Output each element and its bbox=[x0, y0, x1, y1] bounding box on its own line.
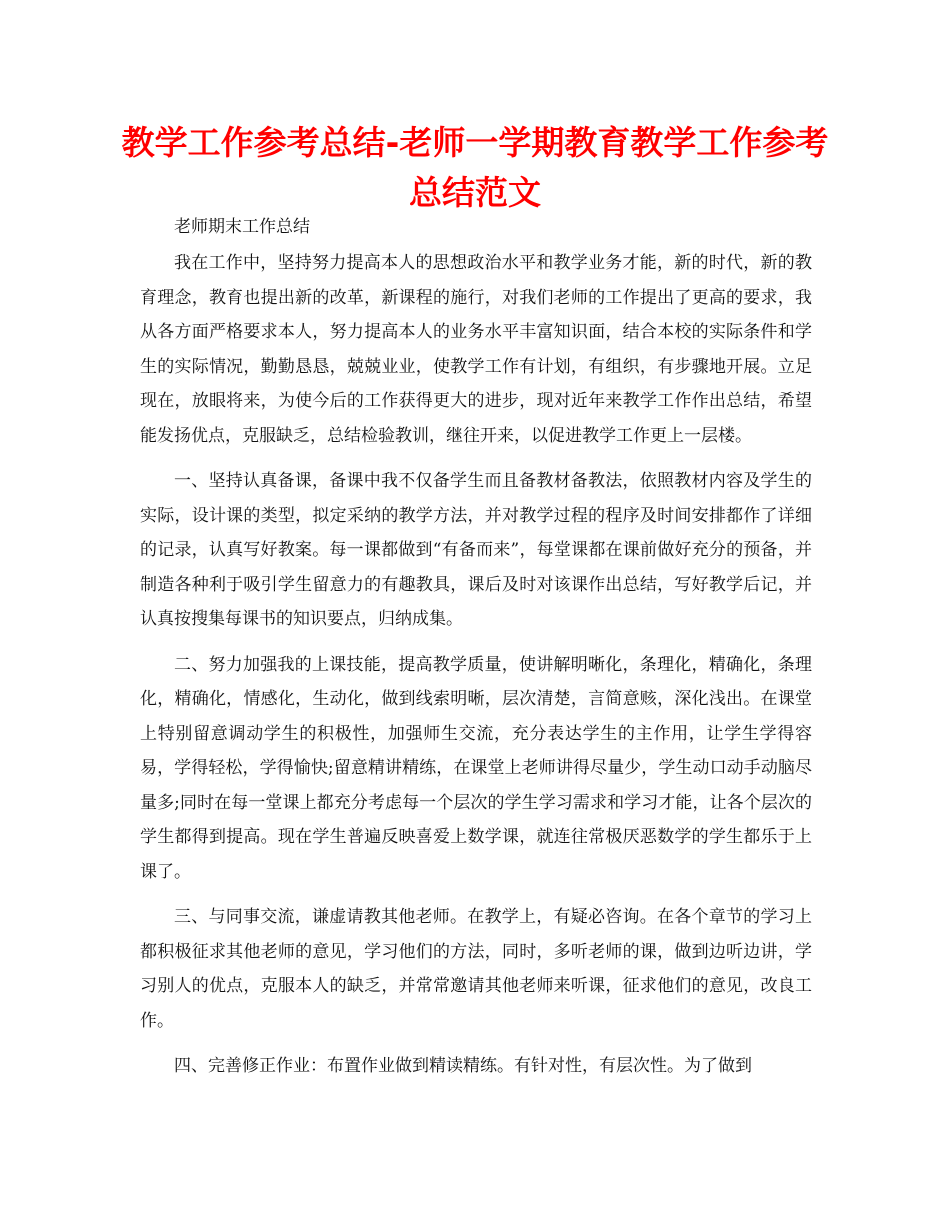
paragraph-intro: 我在工作中，坚持努力提高本人的思想政治水平和教学业务才能，新的时代，新的教育理念，教育也提出新的改革，新课程的施行，对我们老师的工作提出了更高的要求，我从各方面严格要求本人，努力提高本人的业务水平丰富知识面，结合本校的实际条件和学生的实际情况，勤勤恳恳，兢兢业业，使教学工作有计划，有组织，有步骤地开展。立足现在，放眼将来，为使今后的工作获得更大的进步，现对近年来教学工作作出总结，希望能发扬优点，克服缺乏，总结检验教训，继往开来，以促进教学工作更上一层楼。 bbox=[140, 253, 812, 446]
document-subtitle: 老师期末工作总结 bbox=[174, 217, 310, 237]
paragraph-section-2: 二、努力加强我的上课技能，提高教学质量，使讲解明晰化，条理化，精确化，条理化，精确化，情感化，生动化，做到线索明晰，层次清楚，言简意赅，深化浅出。在课堂上特别留意调动学生的积极性，加强师生交流，充分表达学生的主作用，让学生学得容易，学得轻松，学得愉快;留意精讲精练，在课堂上老师讲得尽量少，学生动口动手动脑尽量多;同时在每一堂课上都充分考虑每一个层次的学生学习需求和学习才能，让各个层次的学生都得到提高。现在学生普遍反映喜爱上数学课，就连往常极厌恶数学的学生都乐于上课了。 bbox=[140, 654, 812, 882]
paragraph-section-3: 三、与同事交流，谦虚请教其他老师。在教学上，有疑必咨询。在各个章节的学习上都积极征求其他老师的意见，学习他们的方法，同时，多听老师的课，做到边听边讲，学习别人的优点，克服本人的缺乏，并常常邀请其他老师来听课，征求他们的意见，改良工作。 bbox=[140, 907, 812, 1031]
paragraph-section-4: 四、完善修正作业：布置作业做到精读精练。有针对性，有层次性。为了做到 bbox=[174, 1056, 752, 1076]
paragraph-section-1: 一、坚持认真备课，备课中我不仅备学生而且备教材备教法，依照教材内容及学生的实际，设计课的类型，拟定采纳的教学方法，并对教学过程的程序及时间安排都作了详细的记录，认真写好教案。每一课都做到“有备而来”，每堂课都在课前做好充分的预备，并制造各种利于吸引学生留意力的有趣教具，课后及时对该课作出总结，写好教学后记，并认真按搜集每课书的知识要点，归纳成集。 bbox=[140, 471, 812, 629]
document-title: 教学工作参考总结-老师一学期教育教学工作参考总结范文 bbox=[121, 123, 829, 212]
document-body bbox=[140, 212, 812, 1095]
